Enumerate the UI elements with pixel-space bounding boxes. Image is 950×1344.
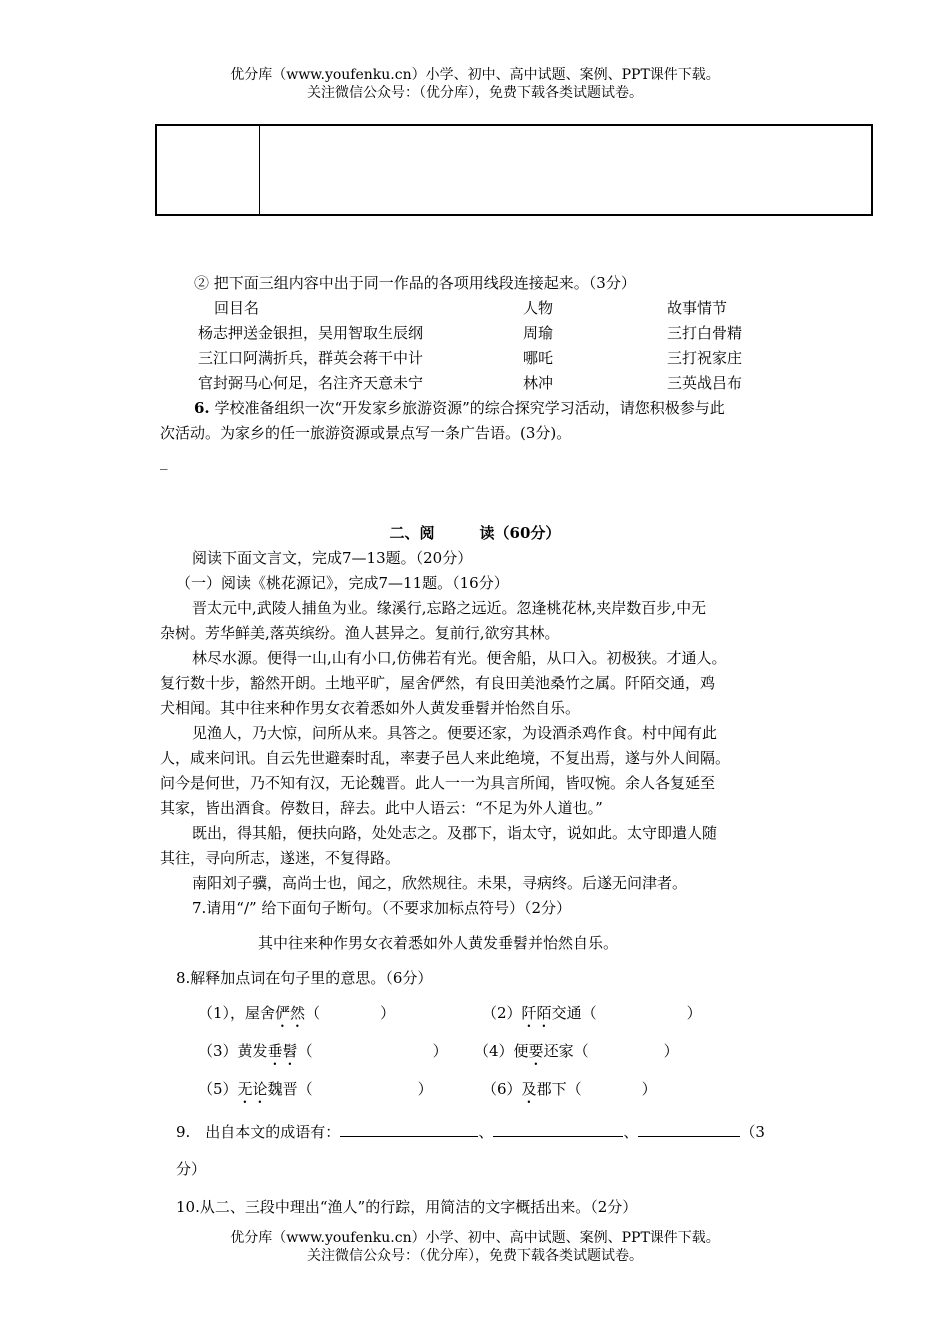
q6-number: 6. (194, 399, 210, 417)
q7-prompt: 7.请用“/” 给下面句子断句。（不要求加标点符号）（2分） (192, 899, 572, 917)
q6-text1: 学校准备组织一次“开发家乡旅游资源”的综合探究学习活动，请您积极参与此 (214, 399, 725, 417)
passage-line: 人，咸来问讯。自云先世避秦时乱，率妻子邑人来此绝境，不复出焉，遂与外人间隔。 (160, 749, 731, 767)
q9-line (176, 1121, 765, 1142)
q7-sentence: 其中往来种作男女衣着悉如外人黄发垂髫并怡然自乐。 (258, 934, 619, 952)
q8-item-2 (482, 1002, 702, 1031)
q5b-row3-chapter: 官封弼马心何足，名注齐天意未宁 (198, 374, 424, 392)
q5b-header-person: 人物 (523, 299, 554, 317)
q8-item-dotted: 及 (521, 1080, 537, 1098)
q9-sep: 、 (478, 1123, 494, 1141)
q6-mark: _ (160, 452, 168, 470)
q5b-row2-story: 三打祝家庄 (667, 349, 743, 367)
q8-item-1 (198, 1002, 395, 1031)
footer-line-2: 关注微信公众号：（优分库），免费下载各类试题试卷。 (307, 1248, 643, 1264)
q8-item-dotted: 垂髫 (267, 1042, 298, 1060)
q8-item-pre: （5） (198, 1080, 238, 1098)
q9-blank-3[interactable] (638, 1122, 740, 1137)
q8-item-dotted: 阡陌 (521, 1004, 552, 1022)
q8-item-post: （ ） (305, 1004, 396, 1022)
passage-line: 见渔人，乃大惊，问所从来。具答之。便要还家，为设酒杀鸡作食。村中闻有此 (192, 724, 718, 742)
q8-item-post: 交通（ ） (551, 1004, 702, 1022)
q8-item-pre: （3）黄发 (198, 1042, 268, 1060)
q6-line2: 次活动。为家乡的任一旅游资源或景点写一条广告语。(3分)。 (160, 424, 572, 442)
q5b-row1-chapter: 杨志押送金银担，吴用智取生辰纲 (198, 324, 424, 342)
section2-title: 二、阅 读（60分） (389, 524, 561, 542)
q8-item-pre: （1），屋舍 (198, 1004, 276, 1022)
q6-line1 (194, 397, 725, 418)
passage-line: 犬相闻。其中往来种作男女衣着悉如外人黄发垂髫并怡然自乐。 (160, 699, 581, 717)
passage-line: 林尽水源。便得一山,山有小口,仿佛若有光。便舍船，从口入。初极狭。才通人。 (192, 649, 727, 667)
q8-item-6 (482, 1078, 657, 1107)
header-line-1: 优分库（www.youfenku.cn）小学、初中、高中试题、案例、PPT课件下载。 (230, 67, 720, 83)
table-divider (259, 126, 260, 214)
passage-line: 其往，寻向所志，遂迷，不复得路。 (160, 849, 401, 867)
q8-prompt: 8.解释加点词在句子里的意思。（6分） (176, 969, 433, 987)
q9-blank-2[interactable] (493, 1122, 623, 1137)
q8-item-pre: （2） (482, 1004, 522, 1022)
section2-sub1: （一）阅读《桃花源记》，完成7—11题。（16分） (176, 574, 509, 592)
passage-line: 其家，皆出酒食。停数日，辞去。此中人语云：“不足为外人道也。” (160, 799, 603, 817)
q5b-row1-story: 三打白骨精 (667, 324, 743, 342)
q5b-prompt: ② 把下面三组内容中出于同一作品的各项用线段连接起来。（3分） (194, 274, 636, 292)
q9-suffix2: 分） (176, 1160, 207, 1178)
q8-item-3 (198, 1040, 448, 1069)
q8-item-dotted: 要 (528, 1042, 544, 1060)
q8-item-post: 魏晋（ ） (267, 1080, 433, 1098)
passage-line: 问今是何世，乃不知有汉，无论魏晋。此人一一为具言所闻，皆叹惋。余人各复延至 (160, 774, 716, 792)
section2-intro: 阅读下面文言文，完成7—13题。（20分） (192, 549, 473, 567)
passage-line: 复行数十步，豁然开朗。土地平旷，屋舍俨然，有良田美池桑竹之属。阡陌交通，鸡 (160, 674, 716, 692)
q5b-row2-person: 哪吒 (523, 349, 554, 367)
passage-line: 杂树。芳华鲜美,落英缤纷。渔人甚异之。复前行,欲穷其林。 (160, 624, 560, 642)
q9-prompt: 9. 出自本文的成语有： (176, 1123, 341, 1141)
q5b-header-chapter: 回目名 (214, 299, 260, 317)
passage-line: 南阳刘子骥，高尚士也，闻之，欣然规往。未果，寻病终。后遂无问津者。 (192, 874, 688, 892)
q8-item-pre: （4）便 (474, 1042, 529, 1060)
q5b-row3-person: 林冲 (523, 374, 554, 392)
q8-item-pre: （6） (482, 1080, 522, 1098)
q9-blank-1[interactable] (340, 1122, 478, 1137)
q8-item-post: 郡下（ ） (536, 1080, 657, 1098)
q10-prompt: 10.从二、三段中理出“渔人”的行踪，用简洁的文字概括出来。（2分） (176, 1198, 638, 1216)
footer-line-1: 优分库（www.youfenku.cn）小学、初中、高中试题、案例、PPT课件下载。 (230, 1230, 720, 1246)
q8-item-4 (474, 1040, 679, 1069)
q8-item-5 (198, 1078, 433, 1107)
q9-sep: 、 (623, 1123, 639, 1141)
q8-item-post: 还家（ ） (543, 1042, 679, 1060)
q5b-row3-story: 三英战吕布 (667, 374, 743, 392)
q5b-header-story: 故事情节 (667, 299, 728, 317)
q9-suffix: （3 (740, 1123, 765, 1141)
passage-line: 晋太元中,武陵人捕鱼为业。缘溪行,忘路之远近。忽逢桃花林,夹岸数百步,中无 (192, 599, 707, 617)
q8-item-post: （ ） (297, 1042, 448, 1060)
q8-item-dotted: 俨然 (275, 1004, 306, 1022)
q8-item-dotted: 无论 (237, 1080, 268, 1098)
answer-table (155, 124, 873, 216)
header-line-2: 关注微信公众号：（优分库），免费下载各类试题试卷。 (307, 85, 643, 101)
q5b-row1-person: 周瑜 (523, 324, 554, 342)
passage-line: 既出，得其船，便扶向路，处处志之。及郡下，诣太守，说如此。太守即遣人随 (192, 824, 718, 842)
q5b-row2-chapter: 三江口阿满折兵，群英会蒋干中计 (198, 349, 424, 367)
